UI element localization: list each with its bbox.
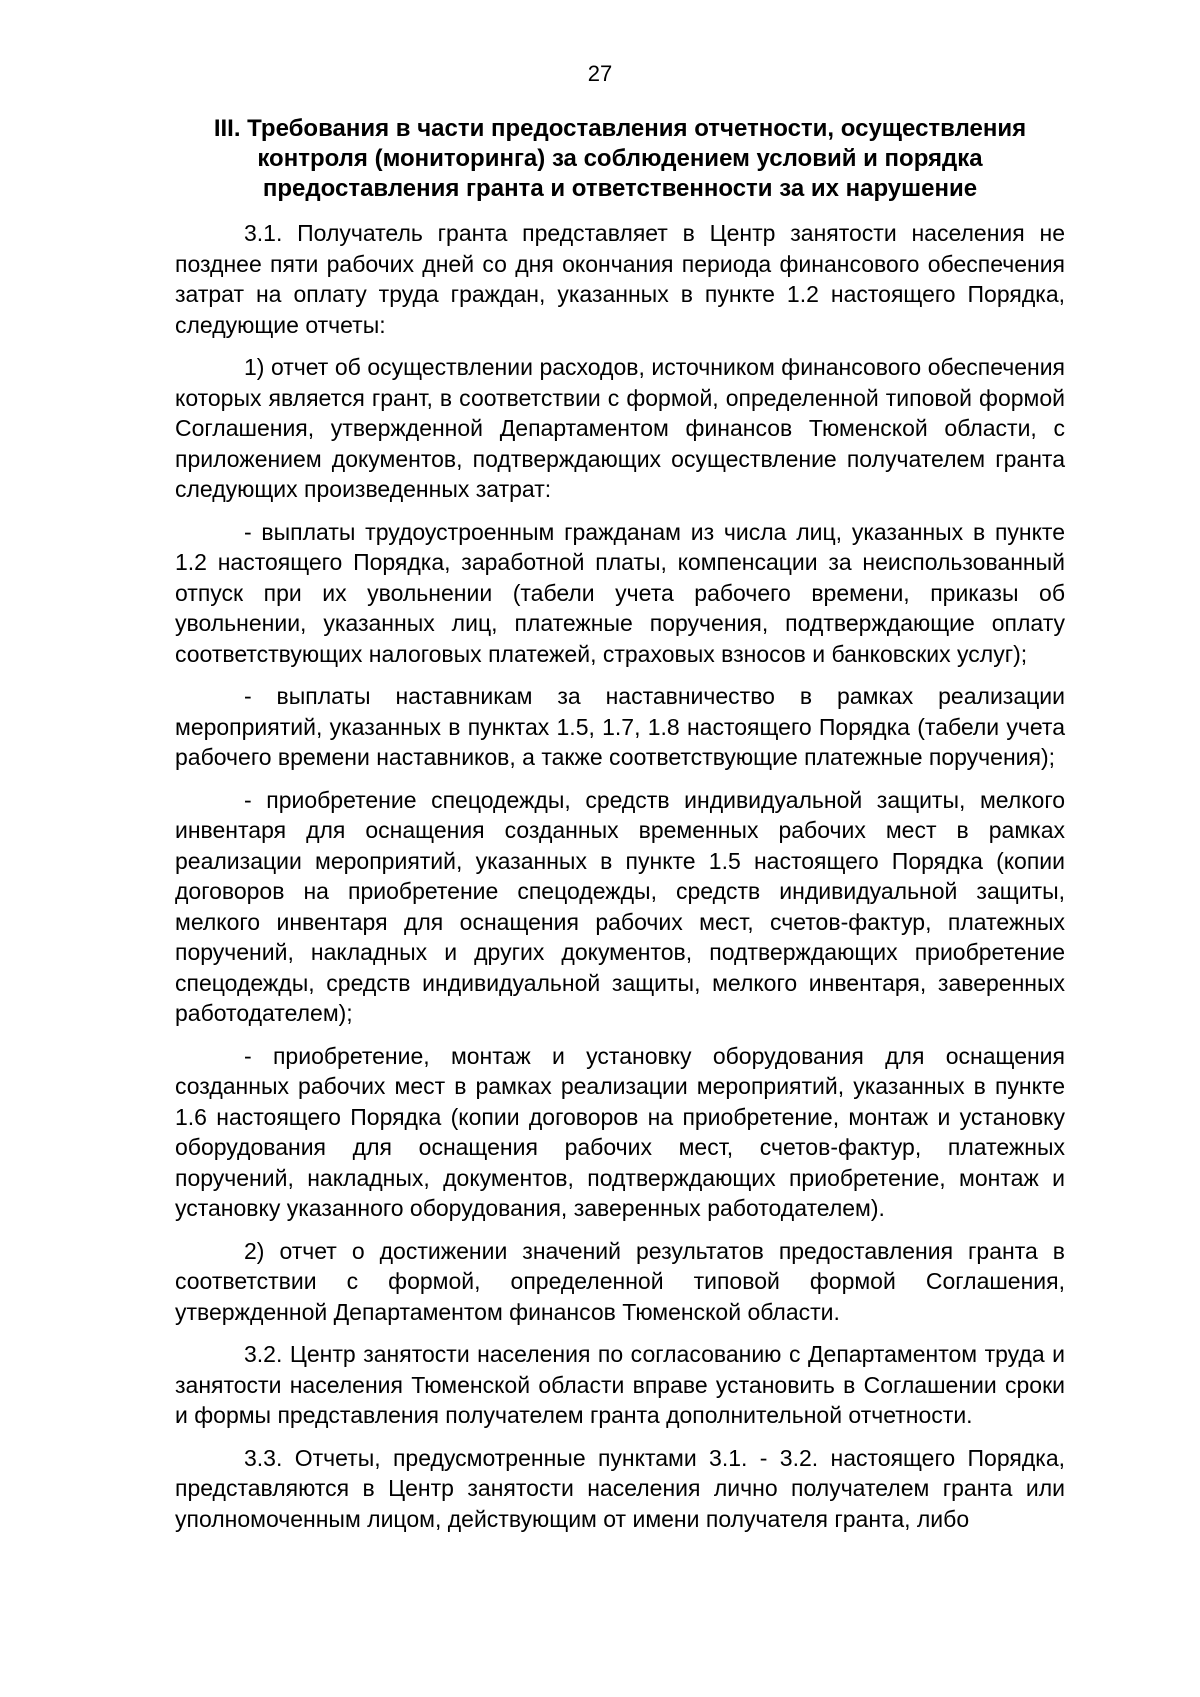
section-heading-line: предоставления гранта и ответственности за их нарушение <box>262 175 978 202</box>
paragraph-bullet-equipment: - приобретение, монтаж и установку оборудования для оснащения созданных рабочих мест в рамках реализации мероприятий, указанных в пункте 1.6 настоящего Порядка (копии договоров на приобретение, монтаж и установку оборудования для оснащения рабочих мест, счетов-фактур, платежных поручений, накладных, документов, подтверждающих приобретение, монтаж и установку указанного оборудования, заверенных работодателем). <box>175 1042 1065 1221</box>
paragraph-bullet-workwear: - приобретение спецодежды, средств индивидуальной защиты, мелкого инвентаря для оснащения созданных временных рабочих мест в рамках реализации мероприятий, указанных в пункте 1.5 настоящего Порядка (копии договоров на приобретение спецодежды, средств индивидуальной защиты, мелкого инвентаря для оснащения рабочих мест, счетов-фактур, платежных поручений, накладных и других документов, подтверждающих приобретение спецодежды, средств индивидуальной защиты, мелкого инвентаря, заверенных работодателем); <box>175 786 1065 1026</box>
section-heading <box>175 114 1065 204</box>
document-body <box>175 218 1065 1546</box>
page-number: 27 <box>587 61 613 86</box>
paragraph-bullet-mentors: - выплаты наставникам за наставничество в рамках реализации мероприятий, указанных в пунктах 1.5, 1.7, 1.8 настоящего Порядка (табели учета рабочего времени наставников, а также соответствующие платежные поручения); <box>175 683 1065 770</box>
paragraph-3-1: 3.1. Получатель гранта представляет в Центр занятости населения не позднее пяти рабочих дней со дня окончания периода финансового обеспечения затрат на оплату труда граждан, указанных в пункте 1.2 настоящего Порядка, следующие отчеты: <box>175 220 1065 338</box>
paragraph-report-expenses: 1) отчет об осуществлении расходов, источником финансового обеспечения которых является грант, в соответствии с формой, определенной типовой формой Соглашения, утвержденной Департаментом финансов Тюменской области, с приложением документов, подтверждающих осуществление получателем гранта следующих произведенных затрат: <box>175 354 1065 502</box>
paragraph-3-2: 3.2. Центр занятости населения по согласованию с Департаментом труда и занятости населения Тюменской области вправе установить в Соглашении сроки и формы представления получателем гранта дополнительной отчетности. <box>175 1341 1065 1428</box>
section-heading-line: III. Требования в части предоставления отчетности, осуществления <box>213 115 1027 142</box>
section-heading-line: контроля (мониторинга) за соблюдением условий и порядка <box>257 145 983 172</box>
paragraph-bullet-wages: - выплаты трудоустроенным гражданам из числа лиц, указанных в пункте 1.2 настоящего Порядка, заработной платы, компенсации за неиспользованный отпуск при их увольнении (табели учета рабочего времени, приказы об увольнении, указанных лиц, платежные поручения, подтверждающие оплату соответствующих налоговых платежей, страховых взносов и банковских услуг); <box>175 518 1065 667</box>
paragraph-report-results: 2) отчет о достижении значений результатов предоставления гранта в соответствии с формой, определенной типовой формой Соглашения, утвержденной Департаментом финансов Тюменской области. <box>175 1237 1065 1325</box>
paragraph-3-3: 3.3. Отчеты, предусмотренные пунктами 3.1. - 3.2. настоящего Порядка, представляются в Центр занятости населения лично получателем гранта или уполномоченным лицом, действующим от имени получателя гранта, либо <box>175 1444 1065 1532</box>
